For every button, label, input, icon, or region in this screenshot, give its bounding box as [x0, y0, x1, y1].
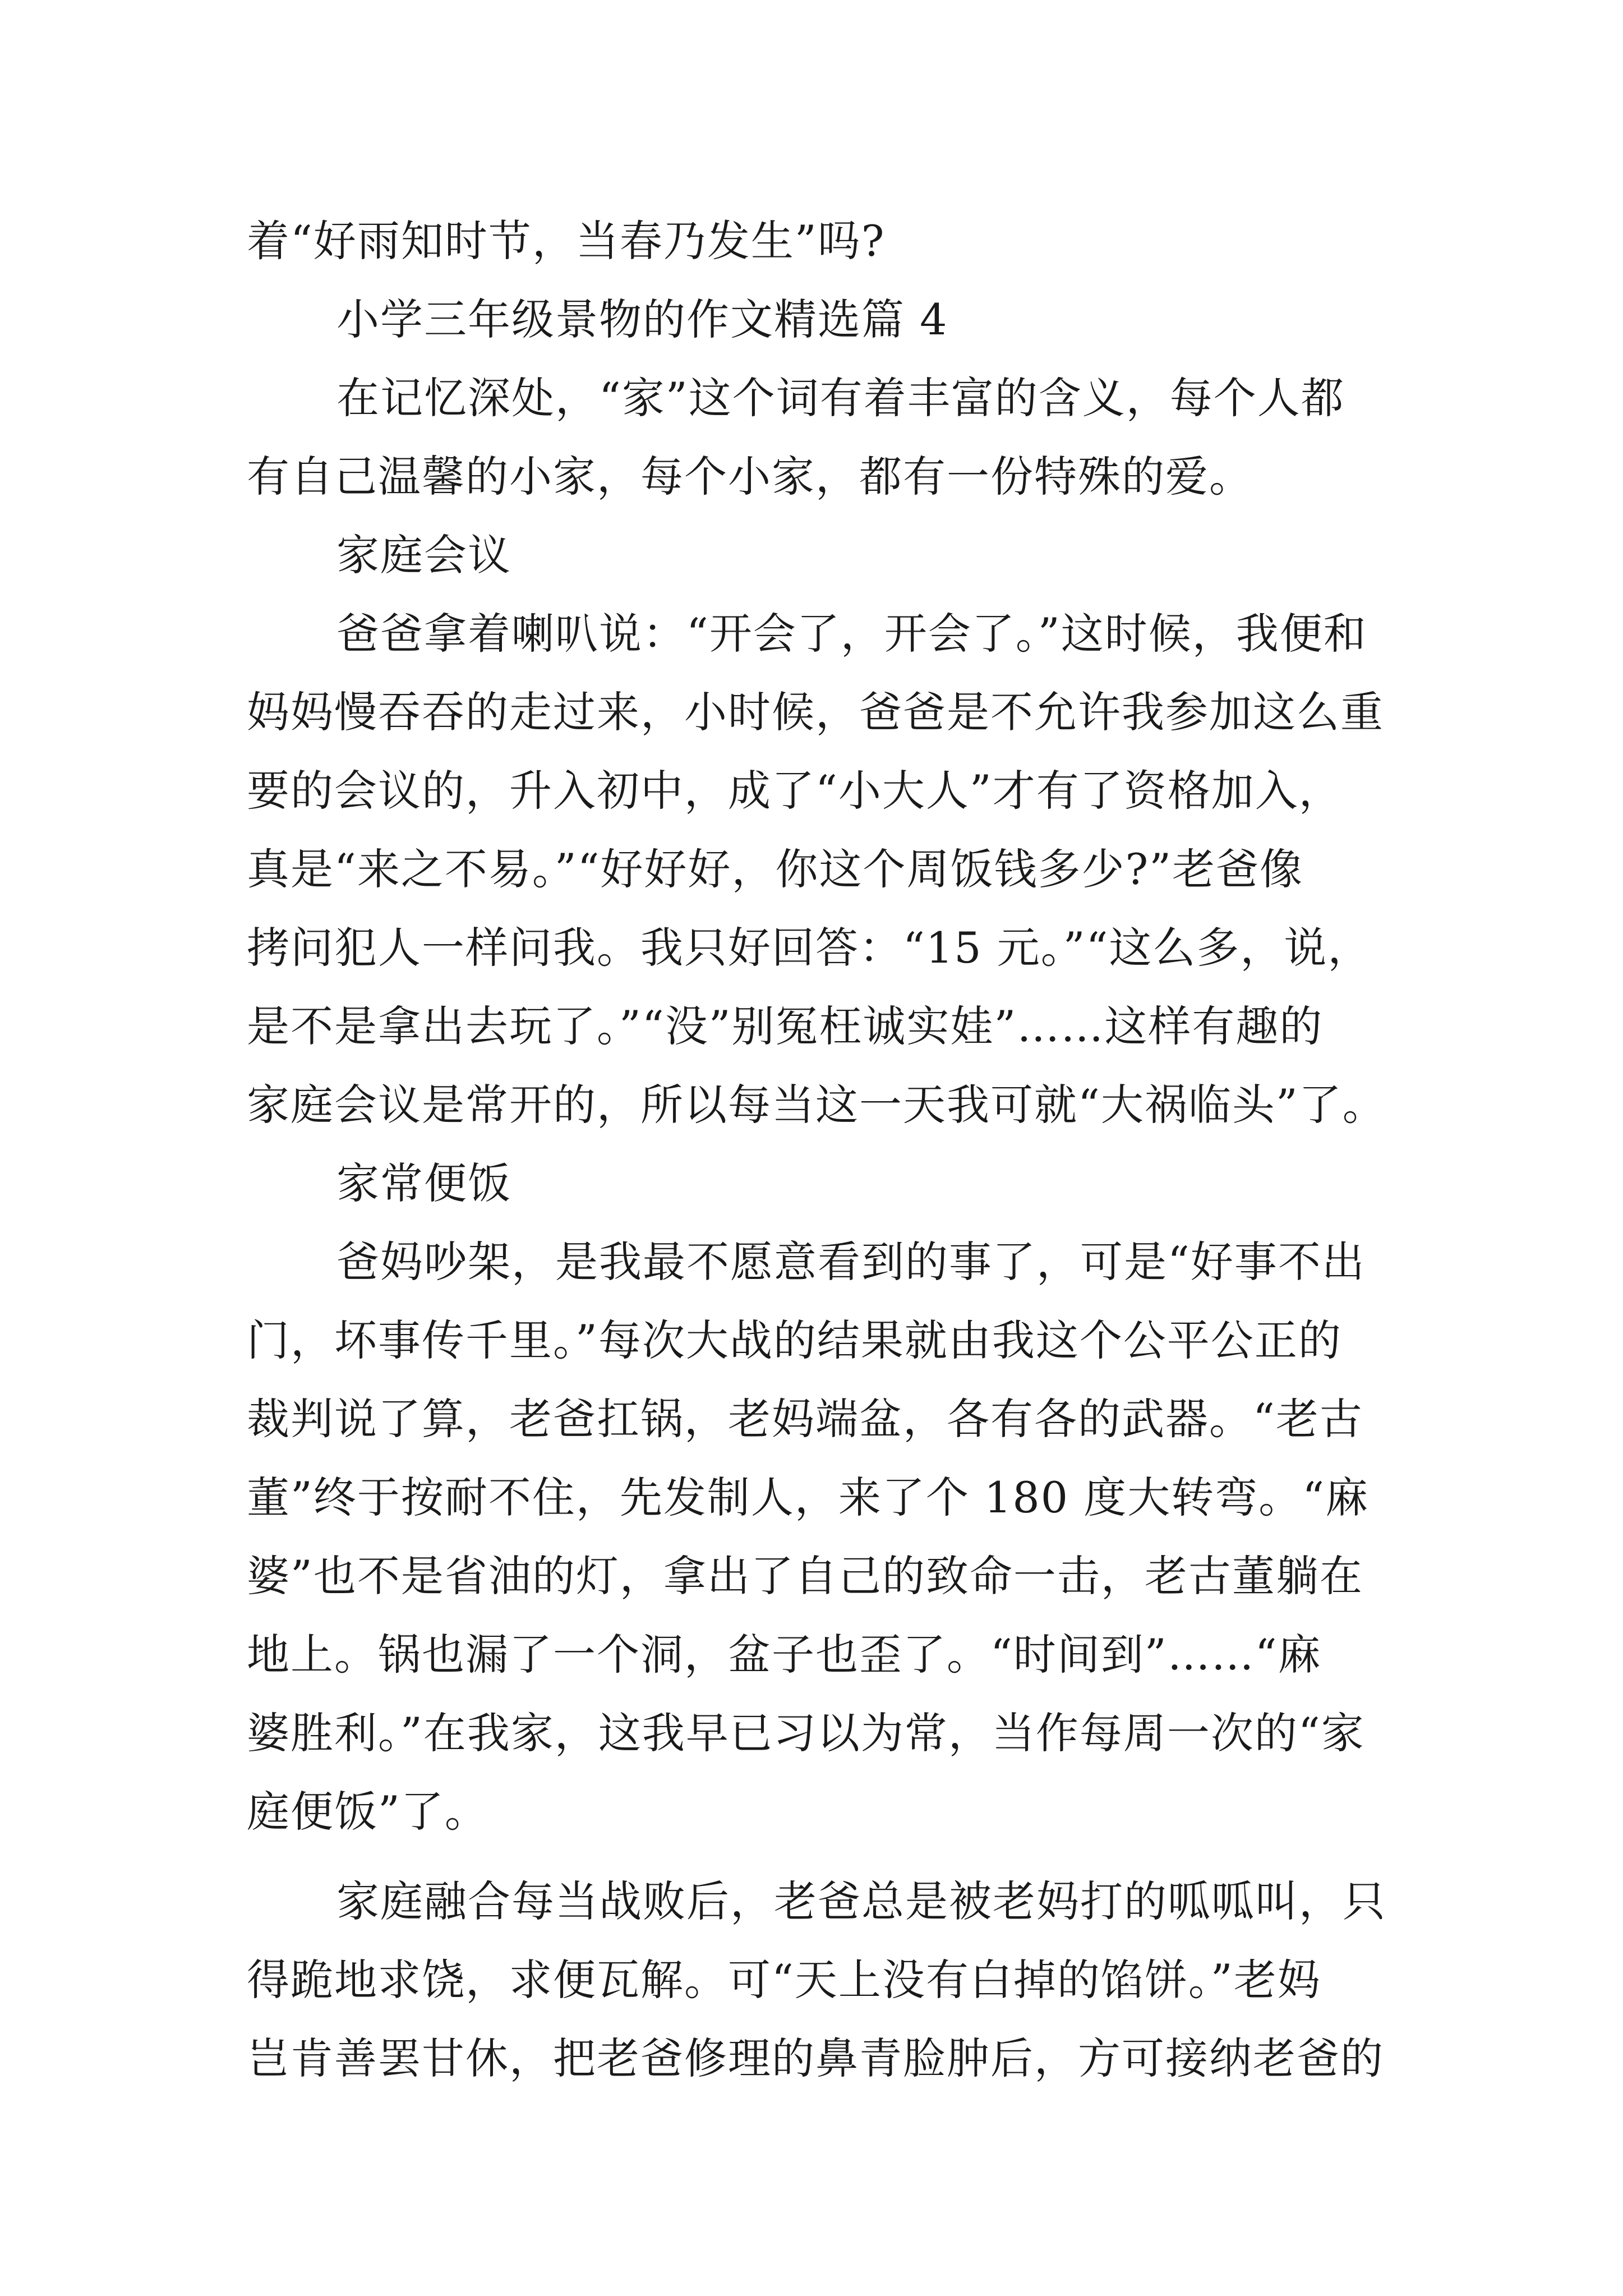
text-line: 要的会议的，升入初中，成了“小大人”才有了资格加入，: [247, 766, 1343, 816]
text-line: 庭便饭”了。: [247, 1787, 488, 1837]
text-line: 得跪地求饶，求便瓦解。可“天上没有白掉的馅饼。”老妈: [247, 1955, 1321, 2005]
text-line: 在记忆深处，“家”这个词有着丰富的含义，每个人都: [336, 373, 1345, 423]
text-line: 地上。锅也漏了一个洞，盆子也歪了。“时间到”……“麻: [247, 1630, 1322, 1680]
section-heading: 家庭会议: [336, 530, 511, 580]
text-line: 门，坏事传千里。”每次大战的结果就由我这个公平公正的: [247, 1315, 1342, 1365]
text-line: 婆胜利。”在我家，这我早已习以为常，当作每周一次的“家: [247, 1708, 1365, 1758]
section-heading: 家常便饭: [336, 1158, 511, 1208]
text-line: 婆”也不是省油的灯，拿出了自己的致命一击，老古董躺在: [247, 1551, 1363, 1601]
text-line: 妈妈慢吞吞的走过来，小时候，爸爸是不允许我参加这么重: [247, 687, 1384, 737]
text-line: 家庭会议是常开的，所以每当这一天我可就“大祸临头”了。: [247, 1080, 1386, 1130]
article-title: 小学三年级景物的作文精选篇 4: [336, 295, 948, 344]
text-line: 岂肯善罢甘休，把老爸修理的鼻青脸肿后，方可接纳老爸的: [247, 2033, 1384, 2083]
text-line: 爸妈吵架，是我最不愿意看到的事了，可是“好事不出: [336, 1237, 1366, 1287]
text-line: 真是“来之不易。”“好好好，你这个周饭钱多少?”老爸像: [247, 844, 1304, 894]
text-line: 有自己温馨的小家，每个小家，都有一份特殊的爱。: [247, 452, 1253, 501]
text-line: 董”终于按耐不住，先发制人，来了个 180 度大转弯。“麻: [247, 1473, 1370, 1522]
text-line: 着“好雨知时节，当春乃发生”吗?: [247, 216, 886, 266]
text-line: 拷问犯人一样问我。我只好回答：“15 元。”“这么多，说，: [247, 923, 1372, 973]
text-line: 爸爸拿着喇叭说：“开会了，开会了。”这时候，我便和: [336, 609, 1367, 659]
text-line: 家庭融合每当战败后，老爸总是被老妈打的呱呱叫，只: [336, 1876, 1386, 1926]
text-line: 是不是拿出去玩了。”“没”别冤枉诚实娃”……这样有趣的: [247, 1001, 1324, 1051]
text-line: 裁判说了算，老爸扛锅，老妈端盆，各有各的武器。“老古: [247, 1394, 1363, 1444]
